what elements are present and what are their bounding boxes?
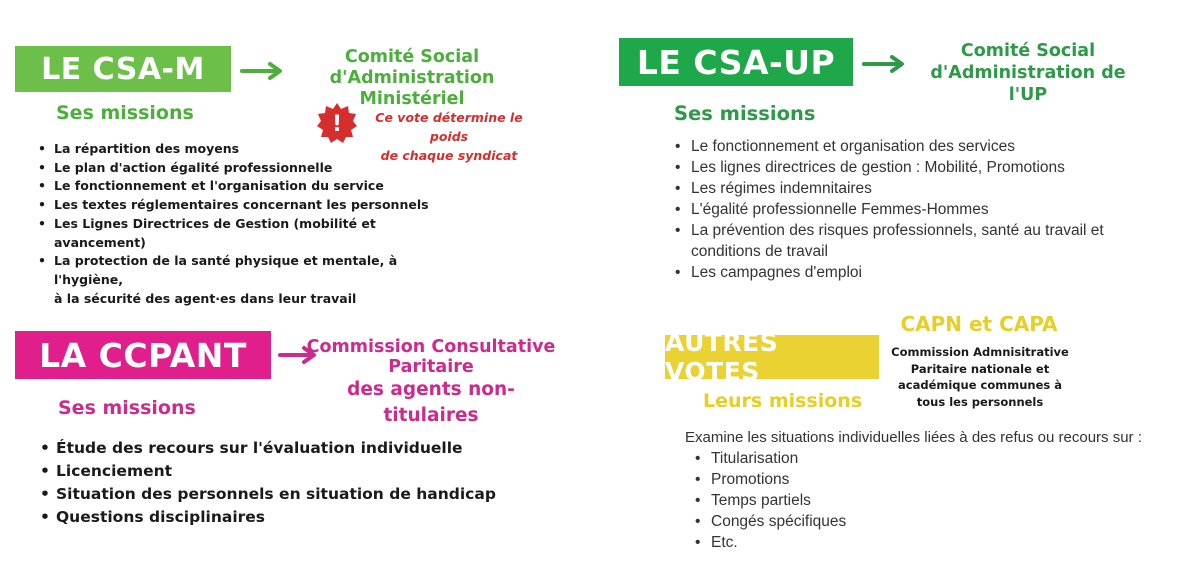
list-item: • Les Lignes Directrices de Gestion (mobilité et avancement) [38,215,458,252]
csaup-full-name [910,40,1146,106]
autres-tag-label: AUTRES VOTES [665,328,779,386]
warning-badge-icon [316,102,358,144]
autres-intro: Examine les situations individuelles liées à des refus ou recours sur : [685,429,1142,446]
csam-tag [15,46,231,92]
ccpant-tag [15,331,271,379]
list-item: • Le fonctionnement et l'organisation du service [38,177,458,196]
list-item: • Licenciement [40,460,510,483]
list-item: • La répartition des moyens [38,140,458,159]
list-item: • Étude des recours sur l'évaluation individuelle [40,437,510,460]
csaup-tag [619,38,853,86]
arrow-right-icon [240,62,284,80]
list-item: • Les régimes indemnitaires [675,178,1175,199]
list-item: • Les textes réglementaires concernant les personnels [38,196,458,215]
arrow-right-icon [862,55,906,73]
list-item: • Les lignes directrices de gestion : Mobilité, Promotions [675,157,1175,178]
csam-tag-label: LE CSA-M [41,51,205,87]
list-item: • Promotions [695,469,995,490]
csam-full-name-line2: d'Administration Ministériel [329,68,495,109]
csam-full-name-line1: Comité Social [344,47,480,67]
list-item-continuation: conditions de travail [691,243,828,260]
autres-tag [665,328,879,386]
ccpant-missions-list [40,437,510,529]
list-item: • Le plan d'action égalité professionnelle [38,159,458,178]
list-item: • Temps partiels [695,490,995,511]
list-item: • Titularisation [695,448,995,469]
autres-missions-title: Leurs missions [703,390,863,412]
csaup-missions-title: Ses missions [674,102,816,125]
autres-description [890,344,1070,410]
list-item: • La protection de la santé physique et mentale, à l'hygiène, [38,252,458,289]
list-item: • L'égalité professionnelle Femmes-Hommes [675,199,1175,220]
ccpant-full-name-line2: Paritaire [388,357,474,377]
autres-desc-line1: Commission Admnisitrative [891,345,1069,359]
autres-missions-list [695,448,995,553]
csam-warning-line1: Ce vote détermine le poids [375,110,523,144]
warning-badge-glyph: ! [331,112,343,137]
autres-desc-line3: académique communes à [898,378,1062,392]
list-item: • Questions disciplinaires [40,506,510,529]
list-item: • Le fonctionnement et organisation des services [675,136,1175,157]
csaup-full-name-line2: d'Administration de l'UP [930,63,1126,105]
ccpant-tag-label: LA CCPANT [39,335,247,375]
list-item-continuation: à la sécurité des agent·es dans leur travail [54,290,357,306]
autres-subtitle: CAPN et CAPA [900,312,1058,336]
list-item: • Les campagnes d'emploi [675,262,1175,283]
autres-desc-line4: tous les personnels [916,394,1044,409]
list-item: • Congés spécifiques [695,511,995,532]
csam-full-name [288,47,536,110]
autres-desc-line2: Paritaire nationale et [910,361,1050,376]
list-item: • Etc. [695,532,995,553]
csam-missions-list [38,140,458,308]
csam-missions-title: Ses missions [56,102,194,124]
csam-warning-line2: de chaque syndicat [380,148,518,163]
ccpant-missions-title: Ses missions [58,397,196,419]
csaup-missions-list [675,136,1175,283]
ccpant-full-name-line1: Commission Consultative [306,337,556,357]
ccpant-full-name-line3: des agents non-titulaires [347,379,515,426]
ccpant-full-name [300,337,562,429]
csaup-tag-label: LE CSA-UP [636,42,836,82]
list-item: • La prévention des risques professionnels, santé au travail et [675,220,1175,241]
csaup-full-name-line1: Comité Social [960,41,1096,61]
list-item: • Situation des personnels en situation de handicap [40,483,510,506]
